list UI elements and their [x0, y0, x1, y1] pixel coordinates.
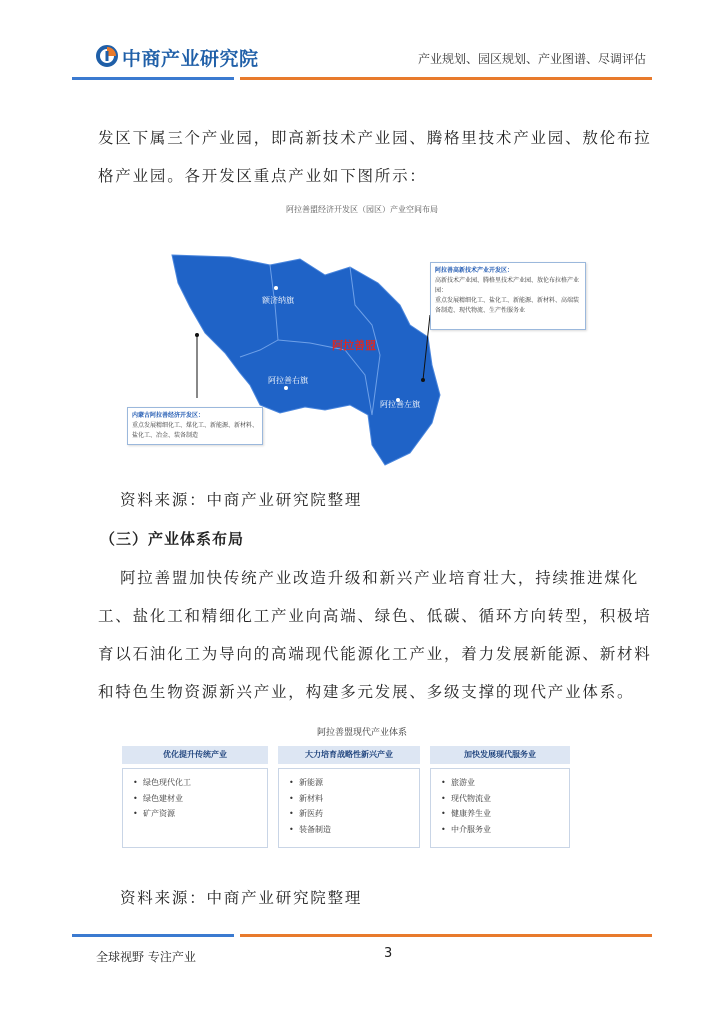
source-note: 资料来源：中商产业研究院整理 [120, 889, 363, 907]
column-box [122, 768, 268, 848]
brand-logo [96, 44, 296, 70]
list-item: • 矿产资源 [133, 809, 175, 818]
logo-mark-icon [96, 45, 118, 67]
callout-high-tech-zone [430, 262, 586, 330]
header-rule-orange [240, 77, 652, 80]
callout-title: 阿拉善高新技术产业开发区： [435, 267, 514, 274]
paragraph-line: 工、盐化工和精细化工产业向高端、绿色、低碳、循环方向转型，积极培 [98, 607, 652, 625]
callout-text: 重点发展精细化工、盐化工、新能源、新材料、高端装备制造、现代物流、生产性服务业 [435, 297, 580, 314]
map-region-label: 阿拉善左旗 [380, 400, 420, 409]
list-item: • 现代物流业 [441, 793, 491, 803]
footer-rule-blue [72, 934, 234, 937]
footer-rule-orange [240, 934, 652, 937]
paragraph-line: 格产业园。各开发区重点产业如下图所示： [98, 167, 427, 185]
footer-slogan: 全球视野 专注产业 [96, 950, 196, 964]
page-number: 3 [384, 946, 393, 961]
paragraph-line: 发区下属三个产业园，即高新技术产业园、腾格里技术产业园、敖伦布拉 [98, 129, 652, 147]
column-box [430, 768, 570, 848]
list-item: • 新材料 [289, 793, 323, 803]
column-heading: 加快发展现代服务业 [430, 746, 570, 764]
list-item: • 旅游业 [441, 778, 475, 787]
paragraph-line: 阿拉善盟加快传统产业改造升级和新兴产业培育壮大，持续推进煤化 [120, 569, 640, 587]
callout-title: 内蒙古阿拉善经济开发区： [132, 412, 205, 419]
map-region-label: 阿拉善右旗 [268, 376, 308, 385]
list-item: • 装备制造 [289, 824, 331, 834]
header-nav-text: 产业规划、园区规划、产业图谱、尽调评估 [417, 52, 646, 66]
list-item: • 健康养生业 [441, 809, 491, 818]
callout-economic-zone [127, 407, 263, 445]
source-note: 资料来源：中商产业研究院整理 [120, 491, 363, 509]
column-heading: 优化提升传统产业 [122, 746, 268, 764]
map-region-label: 额济纳旗 [262, 296, 294, 305]
logo-text: 中商产业研究院 [122, 48, 259, 70]
list-item: • 新医药 [289, 809, 323, 818]
map-center-label: 阿拉善盟 [332, 339, 376, 352]
section-heading: （三）产业体系布局 [100, 530, 245, 548]
diagram-title: 阿拉善盟现代产业体系 [316, 728, 407, 738]
column-heading: 大力培育战略性新兴产业 [278, 746, 420, 764]
callout-text: 重点发展精细化工、煤化工、新能源、新材料、盐化工、冶金、装备制造 [132, 422, 259, 439]
map-title: 阿拉善盟经济开发区（园区）产业空间布局 [286, 205, 438, 214]
header-rule-blue [72, 77, 234, 80]
paragraph-line: 和特色生物资源新兴产业，构建多元发展、多级支撑的现代产业体系。 [98, 683, 635, 701]
callout-text: 高新技术产业园、腾格里技术产业园、敖伦布拉格产业园： [435, 277, 580, 294]
column-box [278, 768, 420, 848]
list-item: • 新能源 [289, 778, 323, 787]
list-item: • 中介服务业 [441, 824, 491, 834]
paragraph-line: 育以石油化工为导向的高端现代能源化工产业，着力发展新能源、新材料 [98, 645, 652, 663]
list-item: • 绿色建材业 [133, 793, 183, 803]
list-item: • 绿色现代化工 [133, 778, 191, 787]
